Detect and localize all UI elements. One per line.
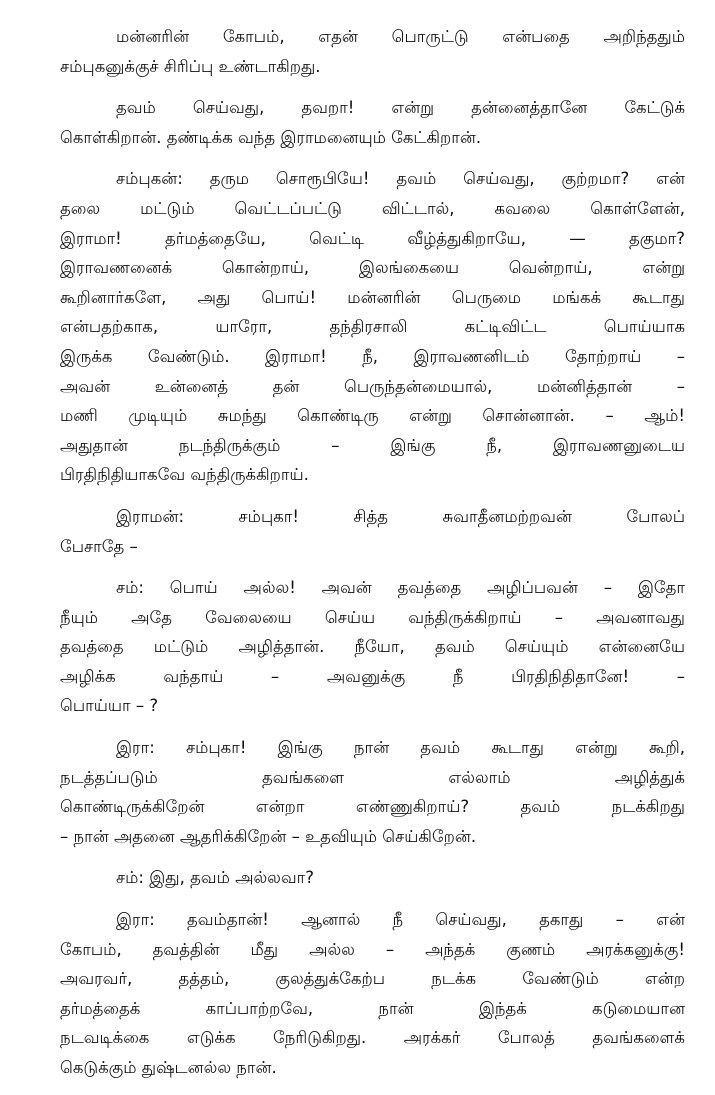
text-line: நடத்தப்படும் தவங்களை எல்லாம் அழித்துக் (60, 767, 685, 787)
text-line: அழிக்க வந்தாய் – அவனுக்கு நீ பிரதிநிதிதானே! – (60, 666, 685, 686)
text-line: இராவணனைக் கொன்றாய், இலங்கையை வென்றாய், என்று (60, 258, 685, 278)
text-line: தலை மட்டும் வெட்டப்பட்டு விட்டால், கவலை கொள்ளேன், (60, 198, 685, 218)
paragraph (60, 573, 685, 721)
text-line: மன்னரின் கோபம், எதன் பொருட்டு என்பதை அறிந்ததும் (116, 27, 685, 46)
paragraph (60, 164, 685, 490)
text-line: இராமா! தர்மத்தையே, வெட்டி வீழ்த்துகிறாயே, — தகுமா? (60, 228, 685, 248)
text-line: பொய்யா – ? (60, 696, 159, 716)
text-line: சம்புகனுக்குச் சிரிப்பு உண்டாகிறது. (60, 56, 321, 76)
text-line: இருக்க வேண்டும். இராமா! நீ, இராவணனிடம் தோற்றாய் – (60, 346, 685, 366)
paragraph (60, 93, 685, 152)
text-line: இரா: சம்புகா! இங்கு நான் தவம் கூடாது என்று கூறி, (116, 738, 685, 758)
paragraph (60, 733, 685, 851)
text-line: மணி முடியும் சுமந்து கொண்டிரு என்று சொன்னான். – ஆம்! (60, 406, 685, 426)
text-line: தர்மத்தைக் காப்பாற்றவே, நான் இந்தக் கடுமையான (60, 998, 685, 1018)
text-line: சம்: இது, தவம் அல்லவா? (116, 868, 315, 888)
text-line: பிரதிநிதியாகவே வந்திருக்கிறாய். (60, 465, 309, 485)
text-line: கோபம், தவத்தின் மீது அல்ல – அந்தக் குணம் அரக்கனுக்கு! (60, 939, 685, 959)
text-line: நடவடிக்கை எடுக்க நேரிடுகிறது. அரக்கர் போலத் தவங்களைக் (60, 1028, 685, 1048)
text-line: அவரவர், தத்தம், குலத்துக்கேற்ப நடக்க வேண்டும் என்ற (60, 969, 685, 989)
text-line: என்பதற்காக, யாரோ, தந்திரசாலி கட்டிவிட்ட பொய்யாக (60, 317, 685, 337)
body-text (60, 22, 685, 1095)
text-line: கூறினார்களே, அது பொய்! மன்னரின் பெருமை மங்கக் கூடாது (60, 287, 685, 307)
text-line: கெடுக்கும் துஷ்டனல்ல நான். (60, 1058, 277, 1077)
text-line: அதுதான் நடந்திருக்கும் – இங்கு நீ, இராவணனுடைய (60, 435, 685, 455)
text-line: – நான் அதனை ஆதரிக்கிறேன் – உதவியும் செய்கிறேன். (60, 826, 477, 846)
text-line: கொண்டிருக்கிறேன் என்றா எண்ணுகிறாய்? தவம் நடக்கிறது (60, 797, 685, 817)
paragraph (60, 502, 685, 561)
text-line: அவன் உன்னைத் தன் பெருந்தன்மையால், மன்னித்தான் – (60, 376, 685, 396)
text-line: சம்புகன்: தரும சொரூபியே! தவம் செய்வது, குற்றமா? என் (116, 169, 685, 189)
text-line: நீயும் அதே வேலையை செய்ய வந்திருக்கிறாய் – அவனாவது (60, 607, 685, 627)
paragraph (60, 905, 685, 1083)
text-line: தவம் செய்வது, தவறா! என்று தன்னைத்தானே கேட்டுக் (116, 98, 685, 118)
text-line: இரா: தவம்தான்! ஆனால் நீ செய்வது, தகாது – என் (116, 910, 685, 930)
text-line: இராமன்: சம்புகா! சித்த சுவாதீனமற்றவன் போலப் (116, 506, 685, 526)
paragraph (60, 863, 685, 893)
text-line: சம்: பொய் அல்ல! அவன் தவத்தை அழிப்பவன் – இதோ (116, 578, 685, 598)
text-line: பேசாதே – (60, 536, 138, 556)
text-line: கொள்கிறான். தண்டிக்க வந்த இராமனையும் கேட்கிறான். (60, 127, 482, 147)
text-line: தவத்தை மட்டும் அழித்தான். நீயோ, தவம் செய்யும் என்னையே (60, 637, 685, 657)
paragraph (60, 22, 685, 81)
